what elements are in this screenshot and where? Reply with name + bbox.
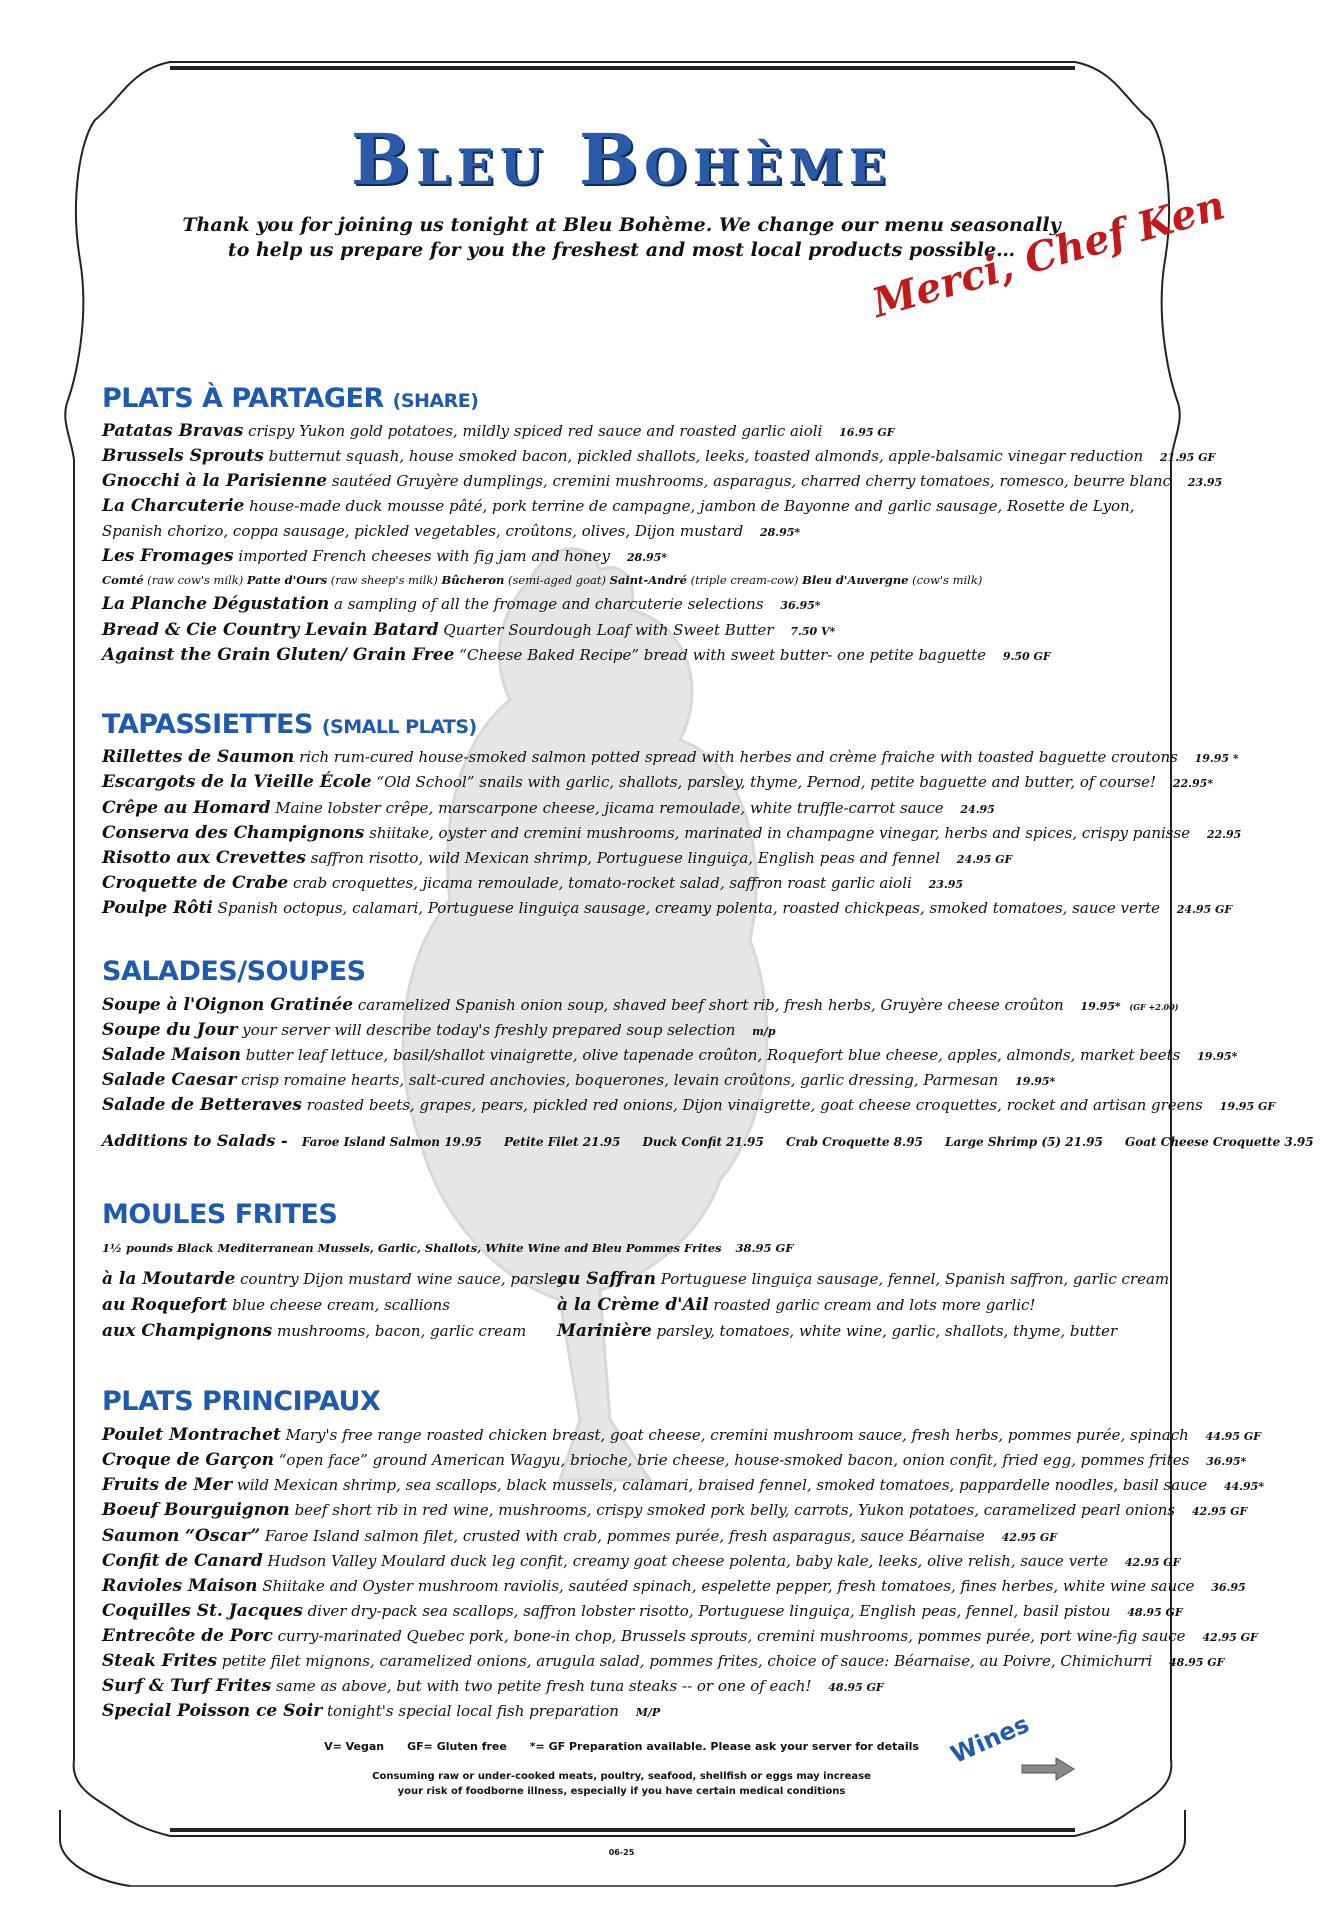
menu-item	[102, 1473, 1265, 1499]
menu-item	[102, 643, 1172, 669]
item-price: 9.50 GF	[1002, 650, 1051, 663]
item-name: Steak Frites	[102, 1651, 218, 1671]
cheese-note: (triple cream-cow)	[690, 573, 799, 587]
menu-item	[102, 544, 1172, 570]
item-name: Salade de Betteraves	[102, 1095, 302, 1115]
chef-signature: Merci, Chef Ken	[867, 181, 1231, 327]
item-price: 36.95	[1211, 1581, 1246, 1594]
section-plats-a-partager	[102, 383, 478, 414]
item-desc: “open face” ground American Wagyu, brioche, brie cheese, house-smoked bacon, onion confit, fried egg, pommes frites	[278, 1451, 1190, 1469]
option-name: aux Champignons	[102, 1321, 273, 1341]
item-name: Crêpe au Homard	[102, 798, 271, 818]
section-moules-frites	[102, 1199, 337, 1230]
option-name: au Roquefort	[102, 1295, 228, 1315]
item-desc: Spanish chorizo, coppa sausage, pickled vegetables, croûtons, olives, Dijon mustard	[102, 522, 744, 540]
menu-item	[102, 1624, 1258, 1650]
item-desc: beef short rib in red wine, mushrooms, crispy smoked pork belly, carrots, Yukon potatoes, caramelized pearl onions	[294, 1501, 1176, 1519]
item-name: Poulpe Rôti	[102, 898, 213, 918]
item-desc: roasted beets, grapes, pears, pickled red onions, Dijon vinaigrette, goat cheese croquettes, rocket and artisan greens	[306, 1096, 1203, 1114]
item-price: 48.95 GF	[1168, 1656, 1225, 1669]
section-subheading: (SMALL PLATS)	[321, 716, 477, 738]
section-plats-principaux	[102, 1386, 380, 1417]
menu-item	[102, 745, 1239, 771]
menu-item	[102, 1574, 1246, 1600]
item-desc: “Old School” snails with garlic, shallots, parsley, thyme, Pernod, petite baguette and butter, of course!	[376, 773, 1157, 791]
menu-item	[102, 1498, 1248, 1524]
section-tapassiettes	[102, 709, 477, 740]
cheese-note: (raw cow's milk)	[147, 573, 244, 587]
item-price: 24.95	[960, 803, 995, 816]
item-price: 23.95	[928, 878, 964, 891]
item-price: 28.95*	[626, 551, 668, 564]
item-price: 42.95 GF	[1001, 1531, 1058, 1544]
item-name: Special Poisson ce Soir	[102, 1701, 323, 1721]
option-desc: parsley, tomatoes, white wine, garlic, shallots, thyme, butter	[656, 1322, 1118, 1340]
menu-item	[102, 1524, 1172, 1550]
moules-intro-text: 1½ pounds Black Mediterranean Mussels, Garlic, Shallots, White Wine and Bleu Pommes Frites	[102, 1241, 722, 1255]
option-name: Marinière	[557, 1321, 652, 1341]
item-desc: crab croquettes, jicama remoulade, tomato-rocket salad, saffron roast garlic aioli	[292, 874, 912, 892]
item-desc: a sampling of all the fromage and charcuterie selections	[333, 595, 764, 613]
menu-item	[102, 1549, 1181, 1575]
item-desc: diver dry-pack sea scallops, saffron lobster risotto, Portuguese linguiça, English peas, fennel, basil pistou	[307, 1602, 1111, 1620]
item-desc: wild Mexican shrimp, sea scallops, black mussels, calamari, braised fennel, smoked tomatoes, pappardelle noodles, basil sauce	[236, 1476, 1208, 1494]
item-name: Ravioles Maison	[102, 1576, 258, 1596]
item-name: Boeuf Bourguignon	[102, 1500, 290, 1520]
menu-item	[102, 993, 1179, 1020]
item-desc: “Cheese Baked Recipe” bread with sweet butter- one petite baguette	[459, 646, 987, 664]
option-desc: mushrooms, bacon, garlic cream	[276, 1322, 527, 1340]
menu-item	[102, 618, 1172, 644]
moules-option	[102, 1292, 566, 1318]
menu-item	[102, 896, 1233, 922]
menu-item	[102, 1068, 1172, 1094]
wines-link[interactable]: Wines	[946, 1709, 1034, 1769]
item-name: Gnocchi à la Parisienne	[102, 471, 328, 491]
item-price: 21.95 GF	[1159, 451, 1216, 464]
menu-item	[102, 444, 1216, 470]
item-price: 7.50 V*	[790, 625, 836, 638]
menu-item	[102, 1093, 1276, 1119]
item-price: 16.95 GF	[839, 426, 895, 439]
item-desc: house-made duck mousse pâté, pork terrine de campagne, jambon de Bayonne and garlic sausage, Rosette de Lyon,	[249, 497, 1135, 515]
item-desc: sautéed Gruyère dumplings, cremini mushrooms, asparagus, charred cherry tomatoes, romesco, beurre blanc	[331, 472, 1171, 490]
option-desc: blue cheese cream, scallions	[232, 1296, 450, 1314]
moules-option	[102, 1266, 566, 1292]
menu-item	[102, 846, 1172, 872]
option-desc: roasted garlic cream and lots more garlic!	[713, 1296, 1036, 1314]
cheese-name: Saint-André	[609, 573, 687, 587]
moules-option	[102, 1318, 566, 1344]
menu-version-code: 06-25	[608, 1848, 635, 1857]
item-price: 48.95 GF	[1127, 1606, 1183, 1619]
moules-right-column	[557, 1266, 1169, 1344]
item-price-extra: (GF +2.00)	[1129, 1002, 1179, 1012]
item-price: 48.95 GF	[828, 1681, 884, 1694]
section-heading: MOULES FRITES	[102, 1199, 338, 1230]
item-name: Surf & Turf Frites	[102, 1676, 272, 1696]
item-name: Confit de Canard	[102, 1551, 263, 1571]
cheese-name: Bûcheron	[441, 573, 505, 587]
menu-item	[102, 1423, 1262, 1449]
menu-item	[102, 1448, 1247, 1474]
section-heading: PLATS À PARTAGER	[102, 383, 384, 414]
item-price: 44.95 GF	[1205, 1430, 1262, 1443]
item-price: 28.95*	[759, 526, 801, 539]
item-price: 24.95 GF	[956, 853, 1013, 866]
item-desc: your server will describe today's freshly prepared soup selection	[242, 1021, 736, 1039]
option-name: au Saffran	[557, 1269, 656, 1289]
item-name: Croque de Garçon	[102, 1450, 274, 1470]
item-price: 24.95 GF	[1176, 903, 1233, 916]
item-desc: crisp romaine hearts, salt-cured anchovies, boquerones, levain croûtons, garlic dressing, Parmesan	[241, 1071, 999, 1089]
item-name: Les Fromages	[102, 546, 234, 566]
item-name: La Planche Dégustation	[102, 594, 330, 614]
menu-item	[102, 770, 1214, 796]
item-desc: butter leaf lettuce, basil/shallot vinaigrette, olive tapenade croûton, Roquefort blue cheese, apples, almonds, market beets	[245, 1046, 1181, 1064]
section-salades-soupes	[102, 956, 366, 987]
menu-item	[102, 821, 1242, 847]
item-desc: Maine lobster crêpe, marscarpone cheese, jicama remoulade, white truffle-carrot sauce	[275, 799, 944, 817]
item-name: Patatas Bravas	[102, 421, 244, 441]
addition-item: Petite Filet 21.95	[503, 1135, 621, 1149]
option-desc: country Dijon mustard wine sauce, parsley	[240, 1270, 566, 1288]
intro-line-2: to help us prepare for you the freshest and most local products possible…	[227, 239, 1016, 261]
intro-line-1: Thank you for joining us tonight at Bleu Bohème. We change our menu seasonally	[182, 214, 1061, 236]
addition-item: Crab Croquette 8.95	[785, 1135, 923, 1149]
item-price: 19.95 GF	[1219, 1100, 1276, 1113]
menu-item	[102, 871, 1172, 897]
item-name: Conserva des Champignons	[102, 823, 365, 843]
cheese-note: (semi-aged goat)	[508, 573, 606, 587]
item-desc: butternut squash, house smoked bacon, pickled shallots, leeks, toasted almonds, apple-balsamic vinegar reduction	[268, 447, 1144, 465]
item-name: Saumon “Oscar”	[102, 1526, 261, 1546]
item-name: La Charcuterie	[102, 496, 245, 516]
addition-item: Duck Confit 21.95	[642, 1135, 764, 1149]
item-price: 19.95 *	[1194, 752, 1239, 765]
item-price: 42.95 GF	[1191, 1505, 1248, 1518]
item-desc: tonight's special local fish preparation	[326, 1702, 619, 1720]
item-desc: saffron risotto, wild Mexican shrimp, Portuguese linguiça, English peas and fennel	[310, 849, 941, 867]
item-price: 42.95 GF	[1124, 1556, 1181, 1569]
option-name: à la Crème d'Ail	[557, 1295, 709, 1315]
cheese-name: Comté	[102, 573, 144, 587]
moules-option	[557, 1292, 1169, 1318]
item-name: Bread & Cie Country Levain Batard	[102, 620, 439, 640]
cheese-note: (raw sheep's milk)	[330, 573, 438, 587]
item-price: 19.95*	[1015, 1075, 1056, 1088]
cheese-note: (cow's milk)	[912, 573, 983, 587]
item-desc: Mary's free range roasted chicken breast, goat cheese, cremini mushroom sauce, fresh herbs, pommes purée, spinach	[285, 1426, 1189, 1444]
item-price: 19.95*	[1080, 1000, 1121, 1013]
option-name: à la Moutarde	[102, 1269, 236, 1289]
menu-item	[102, 1674, 1172, 1700]
additions-label: Additions to Salads -	[102, 1131, 288, 1150]
food-safety-warning-line-2: your risk of foodborne illness, especially if you have certain medical conditions	[397, 1786, 846, 1797]
item-price: 19.95*	[1197, 1050, 1238, 1063]
addition-item: Large Shrimp (5) 21.95	[945, 1135, 1103, 1149]
food-safety-warning-line-1: Consuming raw or under-cooked meats, poultry, seafood, shellfish or eggs may increase	[372, 1771, 871, 1782]
addition-item: Faroe Island Salmon 19.95	[301, 1135, 482, 1149]
item-name: Brussels Sprouts	[102, 446, 264, 466]
menu-item	[102, 1599, 1183, 1625]
item-desc: Quarter Sourdough Loaf with Sweet Butter	[443, 621, 774, 639]
cheese-name: Patte d'Ours	[246, 573, 328, 587]
menu-item	[102, 1018, 1172, 1044]
item-desc: shiitake, oyster and cremini mushrooms, marinated in champagne vinegar, herbs and spices, crispy panisse	[369, 824, 1191, 842]
item-name: Soupe du Jour	[102, 1020, 238, 1040]
cheese-name: Bleu d'Auvergne	[802, 573, 909, 587]
item-desc: same as above, but with two petite fresh tuna steaks -- or one of each!	[275, 1677, 812, 1695]
item-desc: caramelized Spanish onion soup, shaved beef short rib, fresh herbs, Gruyère cheese croûton	[357, 996, 1064, 1014]
item-desc: Hudson Valley Moulard duck leg confit, creamy goat cheese polenta, baby kale, leeks, olive relish, sauce verte	[267, 1552, 1109, 1570]
menu-item	[102, 494, 1172, 519]
item-name: Salade Caesar	[102, 1070, 237, 1090]
section-heading: SALADES/SOUPES	[102, 956, 366, 987]
item-desc: Faroe Island salmon filet, crusted with crab, pommes purée, fresh asparagus, sauce Béarnaise	[264, 1527, 985, 1545]
item-price: 23.95	[1187, 476, 1223, 489]
salad-additions	[102, 1131, 1332, 1150]
item-name: Poulet Montrachet	[102, 1425, 281, 1445]
item-desc: curry-marinated Quebec pork, bone-in chop, Brussels sprouts, cremini mushrooms, pommes purée, port wine-fig sauce	[277, 1627, 1186, 1645]
item-price: 44.95*	[1223, 1480, 1265, 1493]
menu-item	[102, 592, 1172, 618]
dietary-legend: V= Vegan GF= Gluten free *= GF Preparation available. Please ask your server for details	[324, 1740, 919, 1753]
item-price: 36.95*	[780, 599, 821, 612]
item-desc: Spanish octopus, calamari, Portuguese linguiça sausage, creamy polenta, roasted chickpeas, smoked tomatoes, sauce verte	[217, 899, 1160, 917]
item-name: Against the Grain Gluten/ Grain Free	[102, 645, 455, 665]
item-name: Escargots de la Vieille École	[102, 772, 372, 792]
moules-option	[557, 1318, 1169, 1344]
menu-item	[102, 1043, 1238, 1069]
item-price: 36.95*	[1206, 1455, 1247, 1468]
moules-left-column	[102, 1266, 566, 1344]
item-desc: rich rum-cured house-smoked salmon potted spread with herbes and crème fraiche with toasted baguette croutons	[299, 748, 1178, 766]
item-name: Soupe à l'Oignon Gratinée	[102, 995, 354, 1015]
item-desc: Shiitake and Oyster mushroom raviolis, sautéed spinach, espelette pepper, fresh tomatoes, fines herbes, white wine sauce	[262, 1577, 1195, 1595]
item-name: Fruits de Mer	[102, 1475, 233, 1495]
item-desc: petite filet mignons, caramelized onions, arugula salad, pommes frites, choice of sauce: Béarnaise, au Poivre, Chimichurri	[221, 1652, 1153, 1670]
cheese-list	[102, 573, 982, 587]
moules-intro	[102, 1241, 794, 1255]
menu-item	[102, 1649, 1225, 1675]
addition-item: Goat Cheese Croquette 3.95	[1125, 1135, 1314, 1149]
menu-item-continued	[102, 519, 1172, 545]
item-price: 42.95 GF	[1202, 1631, 1258, 1644]
item-name: Entrecôte de Porc	[102, 1626, 273, 1646]
menu-item	[102, 419, 1172, 445]
item-price: 22.95*	[1172, 777, 1214, 790]
item-name: Croquette de Crabe	[102, 873, 289, 893]
menu-item	[102, 469, 1223, 495]
section-heading: PLATS PRINCIPAUX	[102, 1386, 381, 1417]
item-name: Risotto aux Crevettes	[102, 848, 306, 868]
section-subheading: (SHARE)	[392, 390, 479, 412]
item-desc: imported French cheeses with fig jam and honey	[238, 547, 611, 565]
section-heading: TAPASSIETTES	[102, 709, 313, 740]
item-price: 22.95	[1206, 828, 1242, 841]
item-name: Salade Maison	[102, 1045, 241, 1065]
arrow-right-icon[interactable]	[1020, 1756, 1076, 1782]
moules-option	[557, 1266, 1169, 1292]
restaurant-title: Bleu Bohème	[350, 118, 893, 201]
option-desc: Portuguese linguiça sausage, fennel, Spanish saffron, garlic cream	[660, 1270, 1170, 1288]
item-desc: crispy Yukon gold potatoes, mildly spiced red sauce and roasted garlic aioli	[248, 422, 823, 440]
menu-item	[102, 796, 1172, 822]
item-name: Coquilles St. Jacques	[102, 1601, 303, 1621]
item-price: m/p	[752, 1025, 776, 1038]
moules-intro-price: 38.95 GF	[735, 1241, 794, 1255]
item-price: M/P	[635, 1706, 661, 1719]
item-name: Rillettes de Saumon	[102, 747, 295, 767]
